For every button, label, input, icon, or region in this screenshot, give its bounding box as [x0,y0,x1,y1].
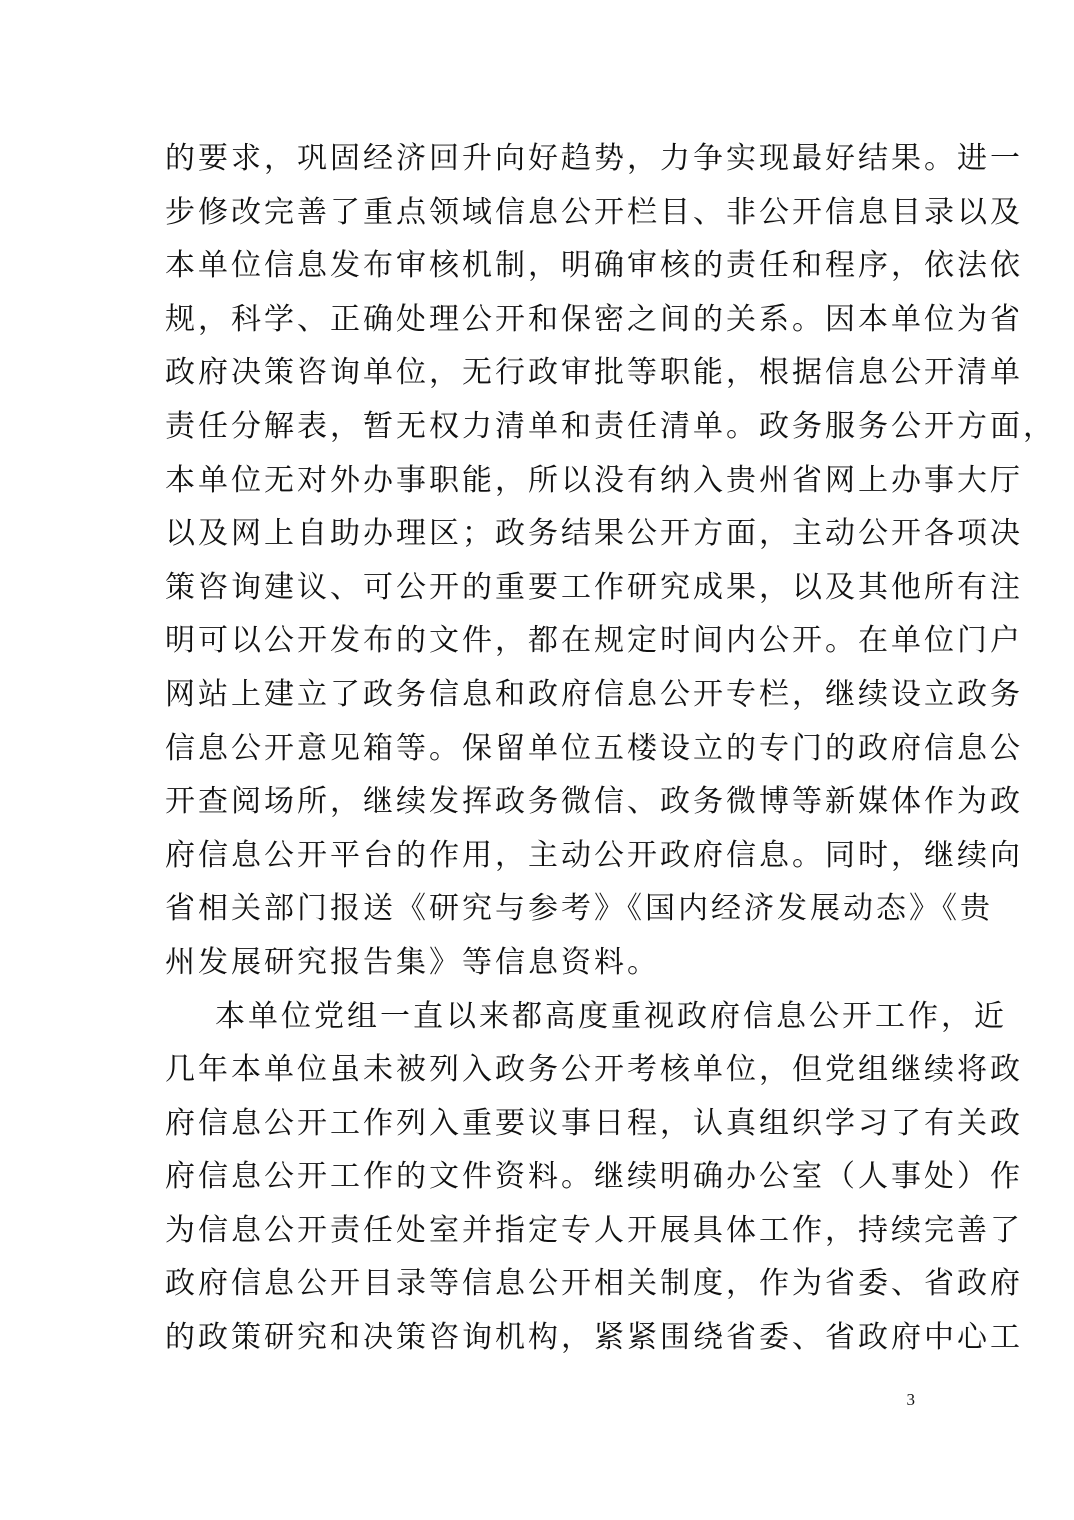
page-number: 3 [906,1390,915,1409]
text-line: 省相关部门报送《研究与参考》《国内经济发展动态》《贵 [165,891,993,927]
text-line: 的要求，巩固经济回升向好趋势，力争实现最好结果。进一 [165,141,1023,176]
text-line: 的政策研究和决策咨询机构，紧紧围绕省委、省政府中心工 [165,1320,1023,1356]
text-line: 责任分解表，暂无权力清单和责任清单。政务服务公开方面， [165,408,1056,444]
text-line: 本单位无对外办事职能，所以没有纳入贵州省网上办事大厅 [165,462,1023,498]
text-line: 策咨询建议、可公开的重要工作研究成果，以及其他所有注 [165,569,1023,605]
text-line: 府信息公开平台的作用，主动公开政府信息。同时，继续向 [165,837,1023,873]
paragraph-start-line: 本单位党组一直以来都高度重视政府信息公开工作，近 [215,998,1007,1034]
text-line: 明可以公开发布的文件，都在规定时间内公开。在单位门户 [165,623,1023,659]
text-line: 州发展研究报告集》等信息资料。 [165,944,660,980]
text-line: 府信息公开工作的文件资料。继续明确办公室（人事处）作 [165,1159,1023,1195]
text-line: 府信息公开工作列入重要议事日程，认真组织学习了有关政 [165,1105,1023,1141]
text-line: 规，科学、正确处理公开和保密之间的关系。因本单位为省 [165,301,1023,337]
text-line: 网站上建立了政务信息和政府信息公开专栏，继续设立政务 [165,676,1023,712]
text-line: 步修改完善了重点领域信息公开栏目、非公开信息目录以及 [165,194,1023,230]
text-line: 以及网上自助办理区；政务结果公开方面，主动公开各项决 [165,516,1023,552]
text-line: 信息公开意见箱等。保留单位五楼设立的专门的政府信息公 [165,730,1023,766]
text-line: 政府决策咨询单位，无行政审批等职能，根据信息公开清单 [165,355,1023,391]
text-line: 开查阅场所，继续发挥政务微信、政务微博等新媒体作为政 [165,784,1023,820]
text-line: 政府信息公开目录等信息公开相关制度，作为省委、省政府 [165,1266,1023,1302]
body-text [165,132,1056,1365]
text-line: 为信息公开责任处室并指定专人开展具体工作，持续完善了 [165,1212,1023,1248]
text-line: 几年本单位虽未被列入政务公开考核单位，但党组继续将政 [165,1052,1023,1088]
text-line: 本单位信息发布审核机制，明确审核的责任和程序，依法依 [165,248,1023,284]
